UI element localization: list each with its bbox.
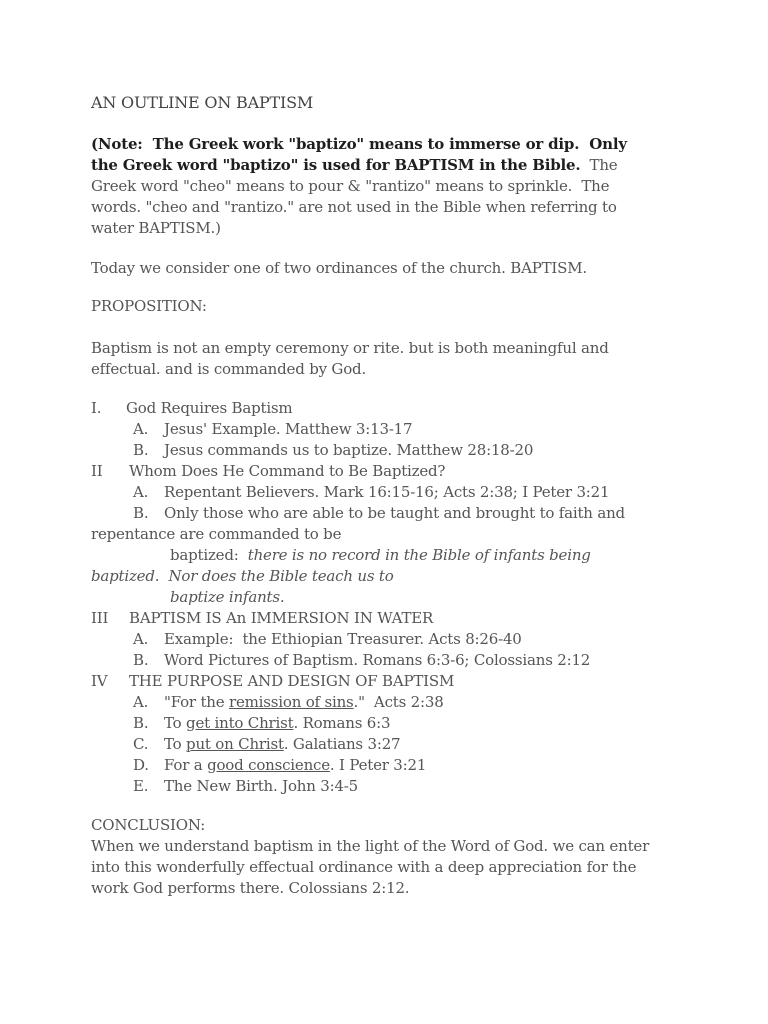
section-i-a-letter: A. <box>133 420 149 438</box>
section-iii-b-text: Word Pictures of Baptism. Romans 6:3-6; Colossians 2:12 <box>164 651 591 669</box>
section-i-number: I. <box>91 399 102 417</box>
section-iv-e-letter: E. <box>133 777 149 795</box>
note-line-2-tail: The <box>580 156 618 174</box>
section-iv-number: IV <box>91 672 108 690</box>
proposition-heading: PROPOSITION: <box>91 297 207 315</box>
section-iii-a-letter: A. <box>133 630 149 648</box>
document-title: AN OUTLINE ON BAPTISM <box>91 93 314 112</box>
section-iv-d-pre: For a <box>164 756 208 774</box>
proposition-line-1: Baptism is not an empty ceremony or rite. but is both meaningful and <box>91 339 609 357</box>
conclusion-heading: CONCLUSION: <box>91 816 206 834</box>
intro-text: Today we consider one of two ordinances of the church. BAPTISM. <box>91 259 587 277</box>
section-iv-a-letter: A. <box>133 693 149 711</box>
section-iv-b-post: . Romans 6:3 <box>293 714 391 732</box>
section-iv-b-text <box>164 713 390 733</box>
section-iv-c-underlined: put on Christ <box>186 735 284 753</box>
section-ii-b-line-1: Only those who are able to be taught and brought to faith and <box>164 504 625 522</box>
proposition-line-2: effectual. and is commanded by God. <box>91 360 367 378</box>
section-ii-b-line-2: repentance are commanded to be <box>91 525 342 543</box>
note-line-4: words. "cheo and "rantizo." are not used in the Bible when referring to <box>91 198 617 216</box>
section-iii-b-letter: B. <box>133 651 149 669</box>
section-iv-b-pre: To <box>164 714 187 732</box>
note-line-1: (Note: The Greek work "baptizo" means to immerse or dip. Only <box>91 135 627 153</box>
section-iv-a-underlined: remission of sins <box>229 693 354 711</box>
section-iv-e-text: The New Birth. John 3:4-5 <box>164 777 359 795</box>
section-iii-heading: BAPTISM IS An IMMERSION IN WATER <box>129 609 434 627</box>
section-iii-a-text: Example: the Ethiopian Treasurer. Acts 8:26-40 <box>164 630 522 648</box>
conclusion-line-1: When we understand baptism in the light of the Word of God. we can enter <box>91 837 650 855</box>
section-i-heading: God Requires Baptism <box>126 399 293 417</box>
note-line-3: Greek word "cheo" means to pour & "rantizo" means to sprinkle. The <box>91 177 610 195</box>
section-ii-b-line-3 <box>170 545 591 565</box>
section-iv-a-text <box>164 692 444 712</box>
section-iv-a-post: ." Acts 2:38 <box>353 693 444 711</box>
section-ii-heading: Whom Does He Command to Be Baptized? <box>129 462 446 480</box>
section-ii-b-line-3-plain: baptized: <box>170 546 239 564</box>
section-iv-b-letter: B. <box>133 714 149 732</box>
section-i-a-text: Jesus' Example. Matthew 3:13-17 <box>164 420 413 438</box>
section-iv-d-post: . I Peter 3:21 <box>329 756 427 774</box>
section-ii-b-letter: B. <box>133 504 149 522</box>
section-iv-heading: THE PURPOSE AND DESIGN OF BAPTISM <box>129 672 455 690</box>
section-iv-c-text <box>164 734 400 754</box>
note-line-5: water BAPTISM.) <box>91 219 221 237</box>
section-ii-b-line-4: baptized. Nor does the Bible teach us to <box>91 567 394 585</box>
note-line-2 <box>91 155 617 175</box>
section-iv-c-post: . Galatians 3:27 <box>283 735 401 753</box>
section-ii-b-line-3-italic: there is no record in the Bible of infants being <box>238 546 591 564</box>
section-iii-number: III <box>91 609 109 627</box>
section-ii-number: II <box>91 462 103 480</box>
section-iv-d-underlined: good conscience <box>207 756 330 774</box>
conclusion-line-3: work God performs there. Colossians 2:12. <box>91 879 410 897</box>
note-line-2-bold: the Greek word "baptizo" is used for BAPTISM in the Bible. <box>91 156 581 174</box>
section-iv-b-underlined: get into Christ <box>186 714 294 732</box>
section-iv-c-letter: C. <box>133 735 149 753</box>
section-ii-a-letter: A. <box>133 483 149 501</box>
conclusion-line-2: into this wonderfully effectual ordinance with a deep appreciation for the <box>91 858 637 876</box>
section-i-b-letter: B. <box>133 441 149 459</box>
section-i-b-text: Jesus commands us to baptize. Matthew 28:18-20 <box>164 441 534 459</box>
section-ii-b-line-5: baptize infants. <box>170 588 285 606</box>
section-iv-d-letter: D. <box>133 756 149 774</box>
section-iv-c-pre: To <box>164 735 187 753</box>
section-ii-a-text: Repentant Believers. Mark 16:15-16; Acts 2:38; I Peter 3:21 <box>164 483 610 501</box>
section-iv-a-pre: "For the <box>164 693 229 711</box>
section-iv-d-text <box>164 755 426 775</box>
